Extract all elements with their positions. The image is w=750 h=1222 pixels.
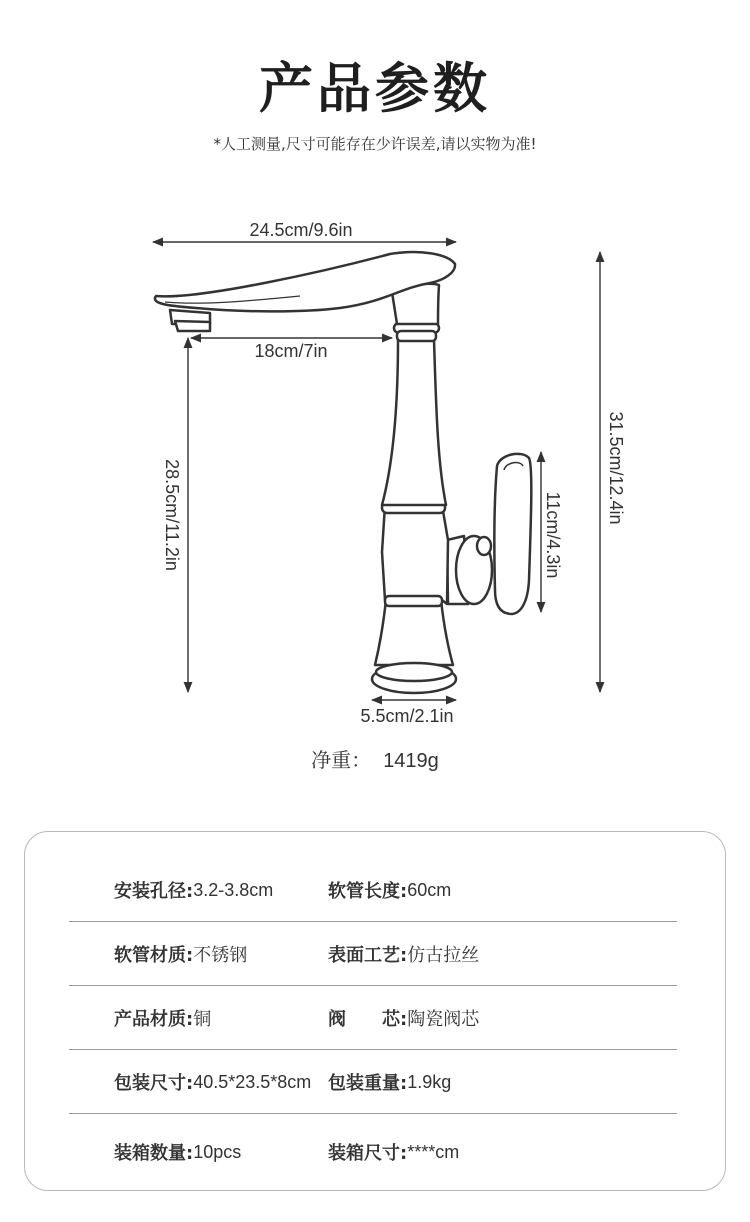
spec-cell xyxy=(69,1005,328,1031)
spout-height-label: 28.5cm/11.2in xyxy=(162,459,182,571)
spec-key: 软管材质: xyxy=(114,945,194,966)
spout-inner-label: 18cm/7in xyxy=(254,341,328,361)
spec-value: 3.2-3.8cm xyxy=(193,879,274,900)
spec-row xyxy=(69,986,677,1050)
faucet-body xyxy=(372,502,456,693)
total-height-label: 31.5cm/12.4in xyxy=(606,411,626,525)
spec-row xyxy=(69,1120,677,1184)
spec-row xyxy=(69,1050,677,1114)
spec-key: 装箱尺寸: xyxy=(328,1143,408,1164)
spec-cell xyxy=(69,1139,328,1165)
spec-key: 表面工艺: xyxy=(328,945,408,966)
spec-cell xyxy=(69,941,328,967)
spec-row xyxy=(69,858,677,922)
handle-connector xyxy=(447,536,492,604)
handle-lever xyxy=(494,454,531,614)
spec-value: 1.9kg xyxy=(407,1071,452,1092)
handle-height-label: 11cm/4.3in xyxy=(543,491,563,579)
spec-key: 产品材质: xyxy=(114,1009,194,1030)
net-weight-value: 1419g xyxy=(383,750,439,772)
spec-cell xyxy=(328,941,677,967)
faucet-drawing xyxy=(155,252,531,693)
spec-cell xyxy=(328,1069,677,1095)
page-title: 产品参数 xyxy=(259,56,491,120)
spec-key: 包装重量: xyxy=(328,1073,408,1094)
spec-cell xyxy=(69,877,328,903)
faucet-neck xyxy=(382,284,446,505)
spec-cell xyxy=(328,1139,677,1165)
spec-value: ****cm xyxy=(407,1141,460,1162)
spec-value: 60cm xyxy=(407,879,452,900)
spec-row xyxy=(69,922,677,986)
spec-key: 装箱数量: xyxy=(114,1143,194,1164)
spec-value: 不锈钢 xyxy=(193,945,248,965)
spec-cell xyxy=(328,877,677,903)
net-weight xyxy=(0,744,750,773)
spec-value: 仿古拉丝 xyxy=(407,945,480,965)
base-diameter-label: 5.5cm/2.1in xyxy=(360,706,454,726)
spec-key: 软管长度: xyxy=(328,881,408,902)
spec-cell xyxy=(69,1069,328,1095)
spec-value: 40.5*23.5*8cm xyxy=(193,1071,312,1092)
spec-value: 陶瓷阀芯 xyxy=(407,1009,480,1029)
spec-value: 铜 xyxy=(193,1009,212,1029)
net-weight-label: 净重： xyxy=(311,750,372,772)
spec-key: 包装尺寸: xyxy=(114,1073,194,1094)
spout-reach-label: 24.5cm/9.6in xyxy=(249,220,353,240)
spec-key: 安装孔径: xyxy=(114,881,194,902)
spec-key: 阀 芯: xyxy=(328,1009,408,1030)
measurement-note: *人工测量,尺寸可能存在少许误差,请以实物为准! xyxy=(213,135,537,153)
spec-value: 10pcs xyxy=(193,1141,242,1162)
spec-table xyxy=(24,831,726,1191)
spec-cell xyxy=(328,1005,677,1031)
